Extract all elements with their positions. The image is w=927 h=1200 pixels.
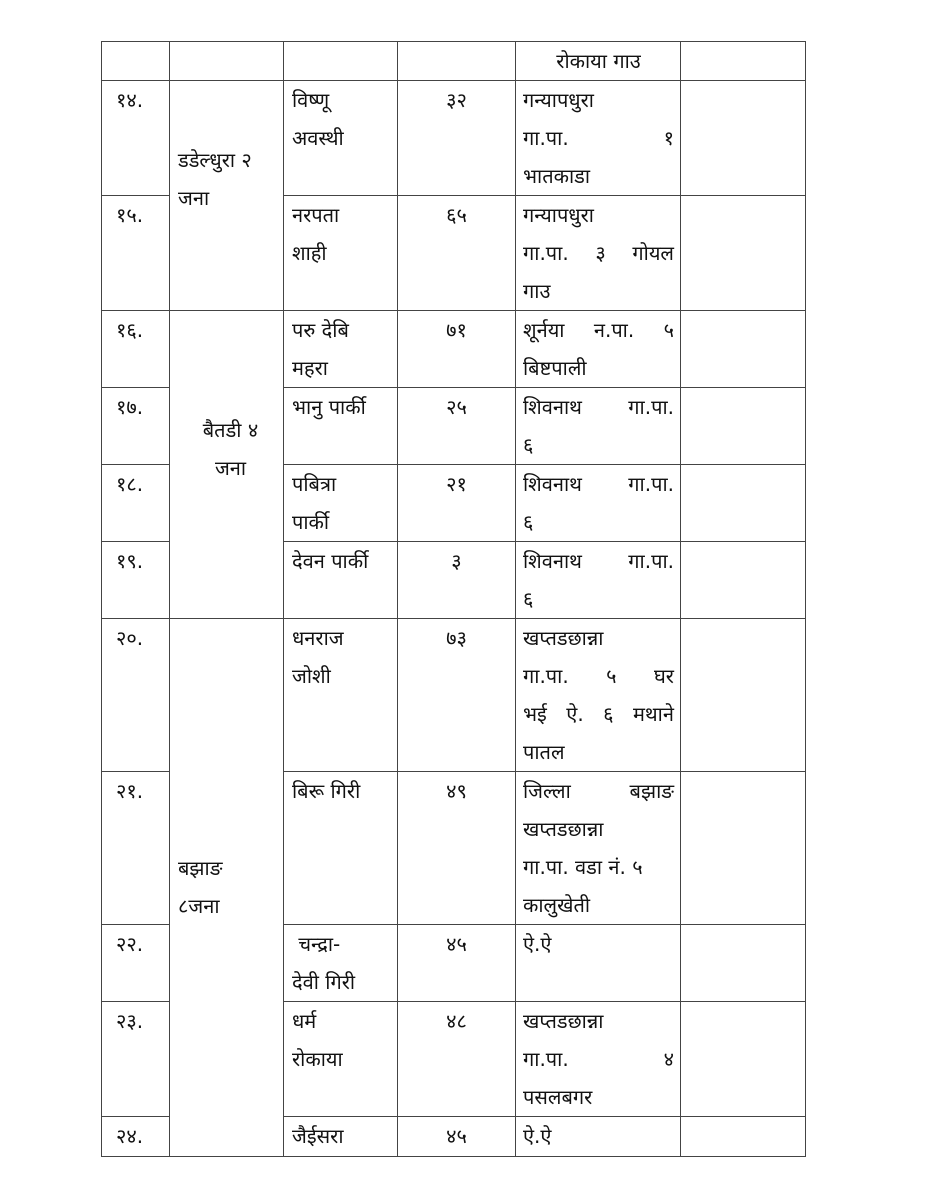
person-address: [516, 388, 681, 465]
table-row: [102, 311, 806, 388]
person-name: [284, 542, 398, 619]
name-line: धर्म: [292, 1009, 317, 1033]
remarks-cell: [681, 542, 806, 619]
address-line: [523, 1117, 674, 1155]
name-line: नरपता: [292, 203, 340, 227]
address-word: ६: [523, 587, 534, 611]
serial-number: २२.: [102, 925, 170, 1002]
address-line: [523, 1078, 674, 1116]
address-line: [523, 234, 674, 272]
address-word: खप्तडछान्ना: [523, 817, 604, 841]
person-age: ४९: [398, 772, 516, 925]
person-address: [516, 772, 681, 925]
remarks-cell: [681, 772, 806, 925]
address-word: भातकाडा: [523, 164, 591, 188]
name-line: जोशी: [292, 664, 331, 688]
address-word: गा.पा.: [523, 664, 569, 688]
address-line: [523, 196, 674, 234]
address-word: गोयल: [632, 241, 674, 265]
name-line: पार्की: [292, 510, 330, 534]
address-word: गन्यापधुरा: [523, 203, 594, 227]
person-address: [516, 542, 681, 619]
address-word: पसलबगर: [523, 1085, 593, 1109]
address-line: [523, 1040, 674, 1078]
address-word: गा.पा.: [628, 549, 674, 573]
address-line: [523, 848, 674, 886]
person-address: [516, 1117, 681, 1157]
remarks-cell: [681, 1002, 806, 1117]
address-word: खप्तडछान्ना: [523, 626, 604, 650]
address-word: शिवनाथ: [523, 472, 582, 496]
address-line: [523, 886, 674, 924]
person-name: [284, 81, 398, 196]
name-line: विष्णू: [292, 88, 330, 112]
address-word: गाउ: [523, 279, 551, 303]
address-word: ६: [523, 510, 534, 534]
person-age: ३२: [398, 81, 516, 196]
district-label-line: जना: [214, 456, 247, 480]
person-address: [516, 311, 681, 388]
address-line: [523, 580, 674, 618]
remarks-cell: [681, 311, 806, 388]
person-age: ७३: [398, 619, 516, 772]
address-word: गा.पा.: [523, 1047, 569, 1071]
person-name: [284, 619, 398, 772]
person-age: ७१: [398, 311, 516, 388]
serial-number: २१.: [102, 772, 170, 925]
serial-number: २३.: [102, 1002, 170, 1117]
address-word: गा.पा.: [523, 126, 569, 150]
address-word: ५: [663, 318, 674, 342]
address-line: [523, 1002, 674, 1040]
person-age: ६५: [398, 196, 516, 311]
address-line: [523, 81, 674, 119]
serial-number: १९.: [102, 542, 170, 619]
address-word: पातल: [523, 740, 565, 764]
remarks-cell: [681, 196, 806, 311]
address-line: [523, 925, 674, 963]
address-word: गा.पा.: [628, 472, 674, 496]
name-line: भानु पार्की: [292, 395, 366, 419]
address-line: [523, 733, 674, 771]
remarks-cell: [681, 925, 806, 1002]
name-line: पबित्रा: [292, 472, 337, 496]
address-word: ६: [523, 433, 534, 457]
person-name: [284, 925, 398, 1002]
district-cell: [170, 619, 284, 1157]
person-age: २५: [398, 388, 516, 465]
person-name: [284, 42, 398, 81]
address-word: मथाने: [632, 702, 674, 726]
name-line: परु देबि: [292, 318, 349, 342]
address-line: [523, 772, 674, 810]
address-word: ५: [606, 664, 617, 688]
address-word: न.पा.: [593, 318, 635, 342]
person-age: ४५: [398, 1117, 516, 1157]
table-row: [102, 619, 806, 772]
person-address: [516, 925, 681, 1002]
name-line: चन्द्रा-: [292, 932, 341, 956]
serial-number: १६.: [102, 311, 170, 388]
address-word: भई: [523, 702, 547, 726]
person-name: [284, 388, 398, 465]
address-word: कालुखेती: [523, 893, 591, 917]
person-age: ४८: [398, 1002, 516, 1117]
person-name: [284, 196, 398, 311]
address-line: [523, 657, 674, 695]
serial-number: २४.: [102, 1117, 170, 1157]
address-word: बिष्टपाली: [523, 356, 587, 380]
person-name: [284, 311, 398, 388]
person-name: [284, 1002, 398, 1117]
name-line: अवस्थी: [292, 126, 344, 150]
person-address: [516, 196, 681, 311]
remarks-cell: [681, 1117, 806, 1157]
serial-number: २०.: [102, 619, 170, 772]
person-age: ३: [398, 542, 516, 619]
name-line: रोकाया: [292, 1047, 343, 1071]
address-word: शिवनाथ: [523, 395, 582, 419]
district-label-line: बैतडी ४: [202, 418, 259, 442]
address-line: [523, 272, 674, 310]
name-line: शाही: [292, 241, 327, 265]
address-line: [523, 542, 674, 580]
district-label-line: बझाङ: [178, 856, 223, 880]
district-cell: [170, 42, 284, 81]
serial-number: १७.: [102, 388, 170, 465]
address-word: जिल्ला: [523, 779, 571, 803]
name-line: बिरू गिरी: [292, 779, 361, 803]
person-address: [516, 1002, 681, 1117]
address-line: [523, 810, 674, 848]
address-word: घर: [653, 664, 674, 688]
address-line: [523, 157, 674, 195]
serial-number: [102, 42, 170, 81]
address-line: [523, 426, 674, 464]
table-row: [102, 81, 806, 196]
address-word: गा.पा.: [628, 395, 674, 419]
address-word: रोकाया गाउ: [556, 49, 641, 73]
address-word: १: [663, 126, 674, 150]
district-label-line: डडेल्धुरा २: [178, 148, 252, 172]
address-word: ४: [663, 1047, 674, 1071]
address-line: [523, 503, 674, 541]
person-address: [516, 81, 681, 196]
address-line: [523, 119, 674, 157]
person-age: [398, 42, 516, 81]
address-word: गन्यापधुरा: [523, 88, 594, 112]
address-line: [523, 695, 674, 733]
person-age: ४५: [398, 925, 516, 1002]
name-line: जैईसरा: [292, 1124, 344, 1148]
address-word: गा.पा.: [523, 241, 569, 265]
address-word: शिवनाथ: [523, 549, 582, 573]
district-cell: [170, 311, 284, 619]
person-address: [516, 465, 681, 542]
address-word: बझाङ: [629, 779, 674, 803]
name-line: देवी गिरी: [292, 970, 356, 994]
remarks-cell: [681, 619, 806, 772]
serial-number: १४.: [102, 81, 170, 196]
serial-number: १८.: [102, 465, 170, 542]
name-line: महरा: [292, 356, 328, 380]
person-address: [516, 619, 681, 772]
address-word: शूर्नया: [523, 318, 565, 342]
remarks-cell: [681, 388, 806, 465]
person-name: [284, 465, 398, 542]
remarks-cell: [681, 81, 806, 196]
address-word: गा.पा. वडा नं. ५: [523, 855, 643, 879]
person-age: २१: [398, 465, 516, 542]
person-name: [284, 1117, 398, 1157]
address-line: [523, 349, 674, 387]
victims-table: [101, 41, 806, 1157]
serial-number: १५.: [102, 196, 170, 311]
remarks-cell: [681, 465, 806, 542]
address-word: ऐ.: [566, 702, 584, 726]
name-line: धनराज: [292, 626, 344, 650]
address-line: [523, 619, 674, 657]
name-line: देवन पार्की: [292, 549, 369, 573]
address-word: ३: [595, 241, 606, 265]
address-line: [523, 388, 674, 426]
table-row: [102, 42, 806, 81]
remarks-cell: [681, 42, 806, 81]
address-word: खप्तडछान्ना: [523, 1009, 604, 1033]
address-line: [523, 42, 674, 80]
district-label-line: ८जना: [178, 894, 220, 918]
address-word: ऐ.ऐ: [523, 932, 552, 956]
person-name: [284, 772, 398, 925]
district-cell: [170, 81, 284, 311]
district-label-line: जना: [178, 186, 210, 210]
address-line: [523, 311, 674, 349]
person-address: [516, 42, 681, 81]
address-line: [523, 465, 674, 503]
address-word: ऐ.ऐ: [523, 1124, 552, 1148]
address-word: ६: [603, 702, 614, 726]
